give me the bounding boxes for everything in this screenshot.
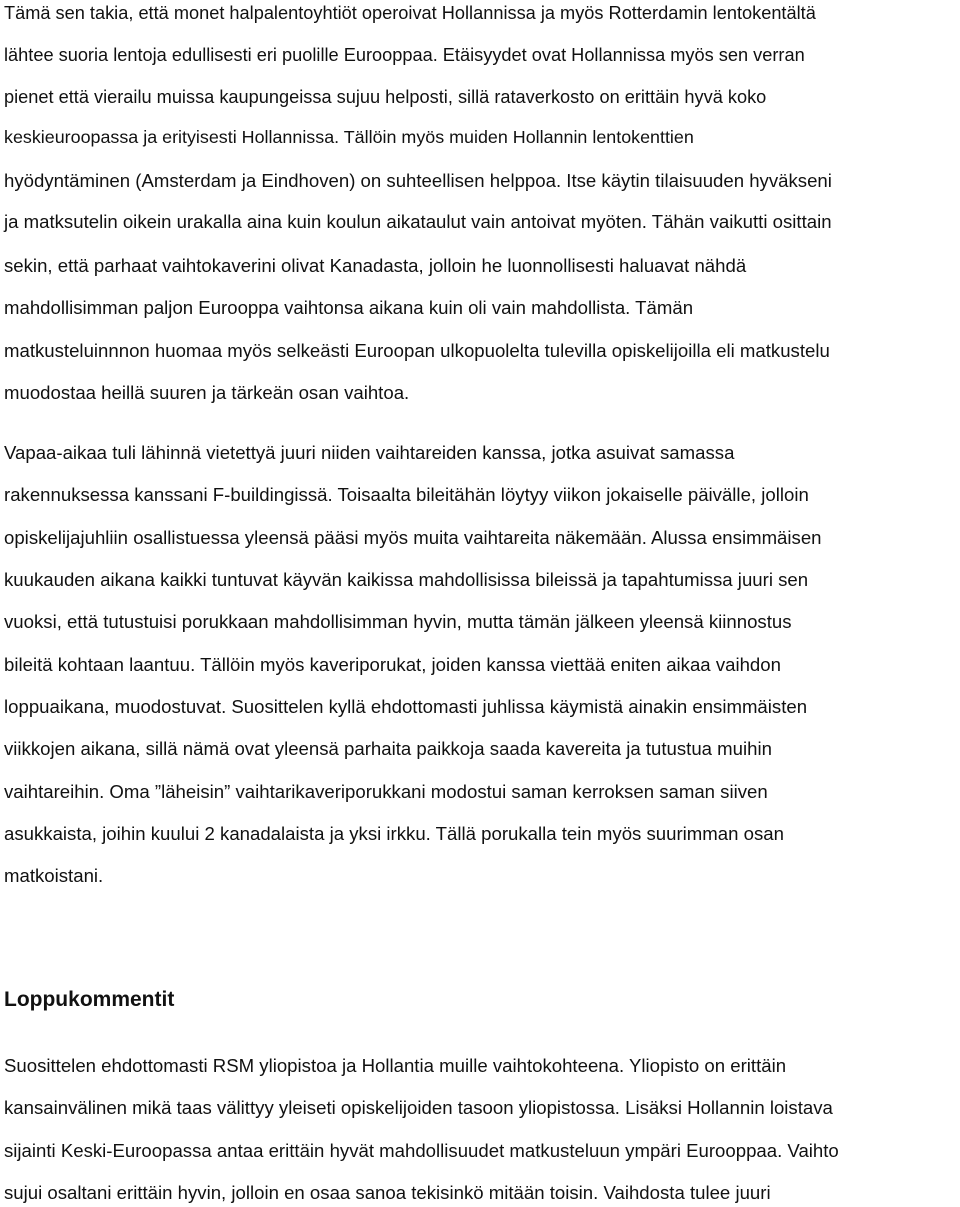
text-line: muodostaa heillä suuren ja tärkeän osan vaihtoa. bbox=[4, 382, 410, 403]
text-line: sijainti Keski-Euroopassa antaa erittäin hyvät mahdollisuudet matkusteluun ympäri Eurooppaa. Vaihto bbox=[4, 1140, 839, 1161]
text-line: rakennuksessa kanssani F-buildingissä. Toisaalta bileitähän löytyy viikon jokaiselle päivälle, jolloin bbox=[4, 484, 809, 505]
text-line: hyödyntäminen (Amsterdam ja Eindhoven) on suhteellisen helppoa. Itse käytin tilaisuuden hyväkseni bbox=[4, 170, 832, 191]
text-line: matkusteluinnnon huomaa myös selkeästi Euroopan ulkopuolelta tulevilla opiskelijoilla eli matkustelu bbox=[4, 340, 830, 361]
text-line: opiskelijajuhliin osallistuessa yleensä pääsi myös muita vaihtareita näkemään. Alussa ensimmäisen bbox=[4, 527, 822, 548]
text-line: Suosittelen ehdottomasti RSM yliopistoa ja Hollantia muille vaihtokohteena. Yliopisto on erittäin bbox=[4, 1055, 787, 1076]
text-line: loppuaikana, muodostuvat. Suosittelen kyllä ehdottomasti juhlissa käymistä ainakin ensimmäisten bbox=[4, 696, 808, 717]
text-line: sekin, että parhaat vaihtokaverini olivat Kanadasta, jolloin he luonnollisesti haluavat nähdä bbox=[4, 255, 747, 276]
text-line: lähtee suoria lentoja edullisesti eri puolille Eurooppaa. Etäisyydet ovat Hollannissa myös sen verran bbox=[4, 45, 805, 65]
text-line: pienet että vierailu muissa kaupungeissa sujuu helposti, sillä rataverkosto on erittäin hyvä koko bbox=[4, 87, 767, 107]
text-line: ja matksutelin oikein urakalla aina kuin koulun aikataulut vain antoivat myöten. Tähän vaikutti osittain bbox=[4, 211, 832, 232]
text-line: Vapaa-aikaa tuli lähinnä vietettyä juuri niiden vaihtareiden kanssa, jotka asuivat samassa bbox=[4, 442, 735, 463]
text-line: viikkojen aikana, sillä nämä ovat yleensä parhaita paikkoja saada kavereita ja tutustua muihin bbox=[4, 738, 772, 759]
text-line: asukkaista, joihin kuului 2 kanadalaista ja yksi irkku. Tällä porukalla tein myös suurimman osan bbox=[4, 823, 784, 844]
text-line: mahdollisimman paljon Eurooppa vaihtonsa aikana kuin oli vain mahdollista. Tämän bbox=[4, 297, 694, 318]
text-line: kansainvälinen mikä taas välittyy yleiseti opiskelijoiden tasoon yliopistossa. Lisäksi Hollannin loistava bbox=[4, 1097, 833, 1118]
text-line: matkoistani. bbox=[4, 865, 104, 886]
text-line: bileitä kohtaan laantuu. Tällöin myös kaveriporukat, joiden kanssa viettää eniten aikaa vaihdon bbox=[4, 654, 781, 675]
text-line: vuoksi, että tutustuisi porukkaan mahdollisimman hyvin, mutta tämän jälkeen yleensä kiinnostus bbox=[4, 611, 792, 632]
text-line: sujui osaltani erittäin hyvin, jolloin en osaa sanoa tekisinkö mitään toisin. Vaihdosta tulee juuri bbox=[4, 1182, 771, 1203]
text-line: kuukauden aikana kaikki tuntuvat käyvän kaikissa mahdollisissa bileissä ja tapahtumissa juuri sen bbox=[4, 569, 809, 590]
text-line: keskieuroopassa ja erityisesti Hollannissa. Tällöin myös muiden Hollannin lentokenttien bbox=[4, 127, 694, 147]
text-line: Tämä sen takia, että monet halpalentoyhtiöt operoivat Hollannissa ja myös Rotterdamin lentokentältä bbox=[4, 3, 816, 23]
text-line: vaihtareihin. Oma ”läheisin” vaihtarikaveriporukkani modostui saman kerroksen saman siiven bbox=[4, 781, 768, 802]
section-heading: Loppukommentit bbox=[4, 988, 175, 1011]
